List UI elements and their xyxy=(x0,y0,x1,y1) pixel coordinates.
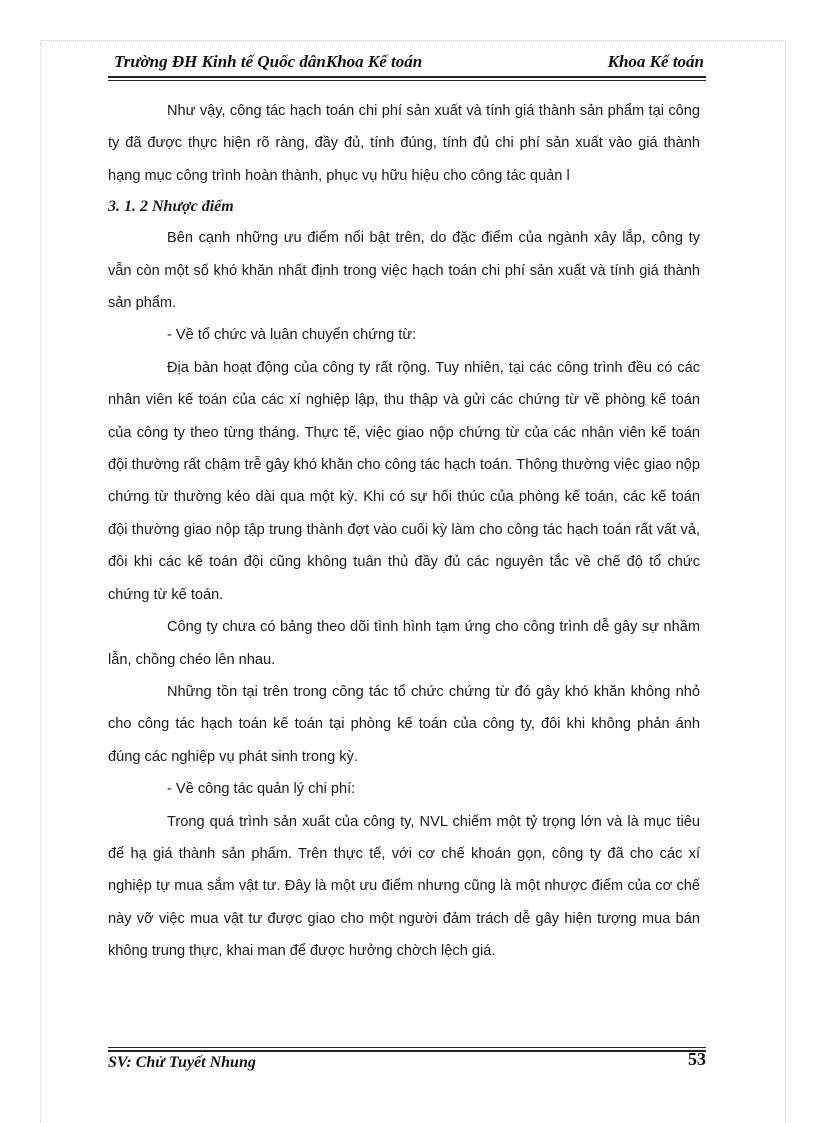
paragraph-materials: Trong quá trình sản xuất của công ty, NVL chiếm một tỷ trọng lớn và là mục tiêu để hạ giá thành sản phẩm. Trên thực tế, với cơ chế khoán gọn, công ty đã cho các xí nghiệp tự mua sắm vật tư. Đây là một ưu điểm nhưng cũng là một nhược điểm của cơ chế này vỡ việc mua vật tư được giao cho một người đảm trách dễ gây hiện tượng mua bán không trung thực, khai man để được hưởng chờch lệch giá. xyxy=(108,813,700,960)
footer-rule xyxy=(108,1050,706,1052)
paragraph-vouchers: Địa bàn hoạt động của công ty rất rộng. Tuy nhiên, tại các công trình đều có các nhân viên kế toán của các xí nghiệp lập, thu thập và gửi các chứng từ về phòng kế toán của công ty theo từng tháng. Thực tế, việc giao nộp chứng từ của các nhân viên kế toán đội thường rất chậm trễ gây khó khăn cho công tác hạch toán. Thông thường việc giao nộp chứng từ thường kéo dài qua một kỳ. Khi có sự hối thúc của phòng kế toán, các kế toán đội thường giao nộp tập trung thành đợt vào cuối kỳ làm cho công tác hạch toán rất vất vả, đôi khi các kế toán đội cũng không tuân thủ đầy đủ các nguyên tắc về chế độ tổ chức chứng từ kế toán. xyxy=(108,359,700,603)
subheading-vouchers: - Về tổ chức và luân chuyển chứng từ: xyxy=(167,327,417,344)
footer-rule-thin xyxy=(108,1047,706,1048)
page-number: 53 xyxy=(688,1049,706,1069)
footer-student-name: SV: Chử Tuyết Nhung xyxy=(108,1054,256,1071)
subheading-cost-management: - Về công tác quản lý chi phí: xyxy=(167,781,356,798)
section-heading: 3. 1. 2 Nhược điểm xyxy=(108,198,234,216)
paragraph-advances: Công ty chưa có bảng theo dõi tình hình tạm ứng cho công trình dễ gây sự nhầm lẫn, chồng chéo lên nhau. xyxy=(108,619,700,668)
paragraph-summary: Như vậy, công tác hạch toán chi phí sản xuất và tính giá thành sản phẩm tại công ty đã được thực hiện rõ ràng, đầy đủ, tính đúng, tính đủ chi phí sản xuất vào giá thành hạng mục công trình hoàn thành, phục vụ hữu hiệu cho công tác quản l xyxy=(108,103,700,184)
header-rule-thin xyxy=(108,80,706,81)
header-faculty: Khoa Kế toán xyxy=(607,52,704,71)
header-school: Trường ĐH Kinh tế Quốc dânKhoa Kế toán xyxy=(114,52,423,71)
paragraph-shortcomings: Những tồn tại trên trong công tác tổ chức chứng từ đó gây khó khăn không nhỏ cho công tác hạch toán kế toán tại phòng kế toán của công ty, đôi khi không phản ánh đúng các nghiệp vụ phát sinh trong kỳ. xyxy=(108,683,700,765)
paragraph-intro: Bên cạnh những ưu điểm nổi bật trên, do đặc điểm của ngành xây lắp, công ty vẫn còn một số khó khăn nhất định trong việc hạch toán chi phí sản xuất và tính giá thành sản phẩm. xyxy=(108,230,700,312)
document-body xyxy=(108,95,700,968)
header-rule xyxy=(108,76,706,78)
page-header xyxy=(108,48,706,76)
